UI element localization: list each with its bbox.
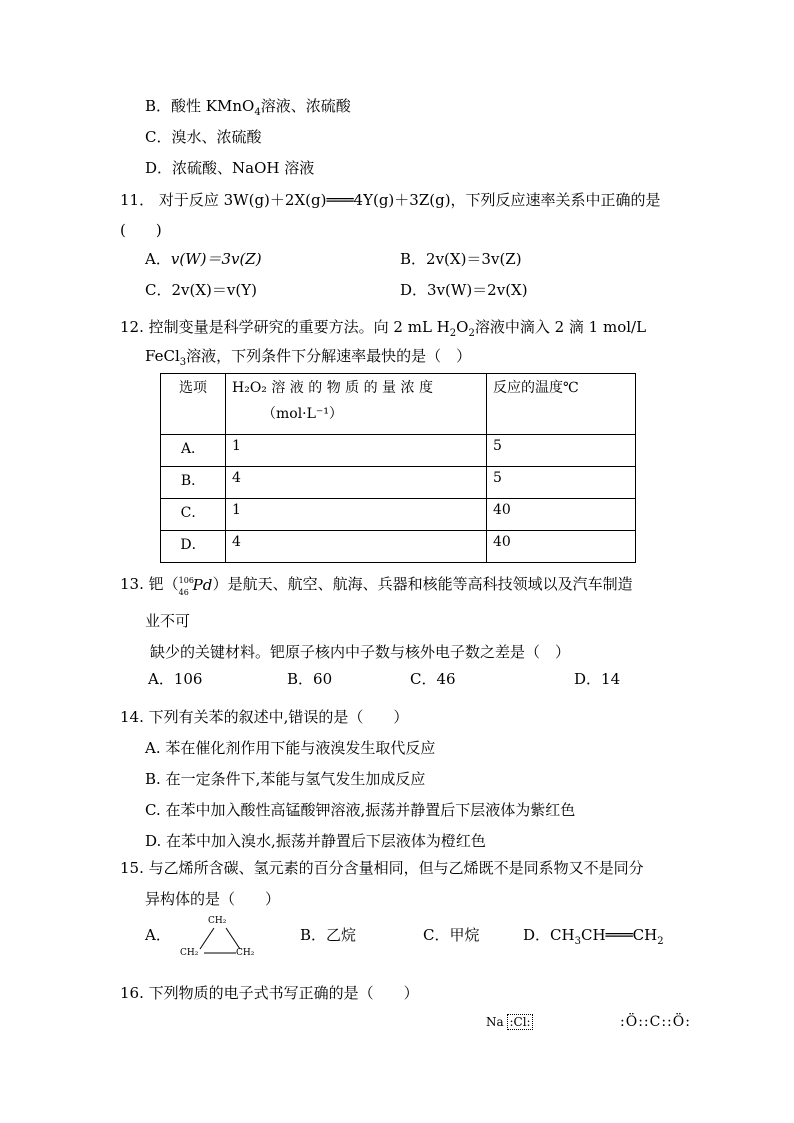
table-header-cell: 选项 — [161, 374, 226, 435]
q14-option-d: D. 在苯中加入溴水,振荡并静置后下层液体为橙红色 — [145, 832, 486, 850]
q11-option-d: D．3v(W)＝2v(X) — [400, 281, 528, 299]
q13-stem-line2: 业不可 — [145, 612, 191, 630]
q14-stem: 14. 下列有关苯的叙述中,错误的是（ ） — [120, 708, 409, 726]
q13-stem-line3: 缺少的关键材料。钯原子核内中子数与核外电子数之差是（ ） — [150, 643, 571, 661]
q14-option-b: B. 在一定条件下,苯能与氢气发生加成反应 — [145, 770, 426, 788]
table-header-row — [161, 374, 636, 435]
q10-option-c: C．溴水、浓硫酸 — [145, 128, 262, 146]
q10-option-b: B．酸性 KMnO$_4$溶液、浓硫酸 — [145, 97, 351, 118]
q15-stem: 15. 与乙烯所含碳、氢元素的百分含量相同，但与乙烯既不是同系物又不是同分 — [120, 859, 644, 877]
q14-option-a: A. 苯在催化剂作用下能与液溴发生取代反应 — [145, 739, 436, 757]
q13-option-c: C．46 — [410, 670, 456, 688]
table-header-cell: 反应的温度℃ — [487, 374, 636, 435]
q15-stem-line2: 异构体的是（ ） — [145, 890, 281, 908]
electron-formula-co2: :Ö::C::Ö: — [620, 1014, 691, 1030]
table-row: B． 4 5 — [161, 467, 636, 499]
q15-option-b: B．乙烷 — [300, 926, 357, 944]
table-row: D． 4 40 — [161, 531, 636, 563]
q11-option-c: C．2v(X)＝v(Y) — [145, 281, 257, 299]
table-row: A． 1 5 — [161, 435, 636, 467]
q15-option-a-label: A． — [145, 926, 171, 944]
q13-option-d: D．14 — [574, 670, 621, 688]
q11-stem: 11． 对于反应 3W(g)＋2X(g)═══4Y(g)＋3Z(g)，下列反应速率关系中正确的是 — [120, 191, 661, 209]
q16-stem: 16. 下列物质的电子式书写正确的是（ ） — [120, 984, 419, 1002]
q14-option-c: C. 在苯中加入酸性高锰酸钾溶液,振荡并静置后下层液体为紫红色 — [145, 801, 576, 819]
q15-option-c: C．甲烷 — [423, 926, 480, 944]
q12-table — [160, 373, 636, 563]
table-row: C． 1 40 — [161, 499, 636, 531]
q13-option-b: B．60 — [287, 670, 333, 688]
q10-option-d: D．浓硫酸、NaOH 溶液 — [145, 159, 315, 177]
q11-paren: ( ) — [120, 221, 162, 239]
table-header-cell: H₂O₂ 溶 液 的 物 质 的 量 浓 度 （mol·L⁻¹） — [226, 374, 487, 435]
q13-option-a: A．106 — [148, 670, 203, 688]
q12-stem-line2: FeCl$_3$溶液，下列条件下分解速率最快的是（ ） — [145, 347, 472, 368]
cyclopropane-structure: CH₂ CH₂ CH₂ — [180, 916, 260, 962]
q15-option-d: D．$CH_3CH═══CH_2$ — [523, 926, 664, 947]
q11-option-b: B．2v(X)＝3v(Z) — [400, 250, 522, 268]
electron-formula-nacl: Na :Cl: — [486, 1015, 531, 1029]
q13-stem: 13. 钯（ 106 46 Pd ）是航天、航空、航海、兵器和核能等高科技领域以及汽车制造 — [120, 575, 633, 597]
palladium-nuclide: 106 46 Pd — [178, 576, 213, 597]
q11-option-a: A．v(W)＝3v(Z) — [145, 250, 262, 268]
q12-stem: 12. 控制变量是科学研究的重要方法。向 2 mL $H_2O_2$溶液中滴入 2 滴 1 mol/L — [120, 318, 647, 339]
